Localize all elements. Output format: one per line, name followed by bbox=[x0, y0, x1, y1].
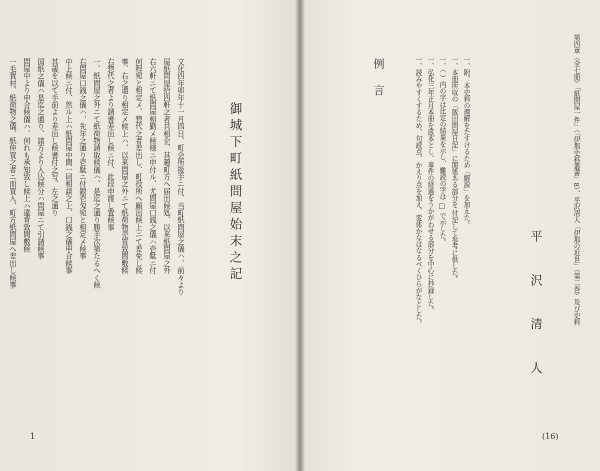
note-item-5: 一、附、本史料の理解をたすけるため「解説」を加えた。 bbox=[462, 56, 470, 228]
note-item-3: 一、（ ）内の字は比定の結果を示し、難読の字は □ で示した。 bbox=[438, 56, 446, 246]
source-note: 第四章〈全七冊〉「紙問屋一件」（「伊那史料叢書」8）、平沢清人「伊那の近世」（第二巻）及び史料 bbox=[572, 34, 580, 326]
note-item-1: 一、読みやすくするため、句読点、かえり点を加え、変体かなはなるべくひらがなとした。 bbox=[414, 56, 422, 327]
author-name: 平 沢 清 人 bbox=[529, 230, 543, 388]
body-column-3: 右六軒ニて紙問屋相勤メ候様ニ申付ル、尤問屋口銭之儀ハ壱駄ニ付 bbox=[149, 58, 158, 274]
body-column-10: 其歳を以て手前より差出し候書付之写、左之通り bbox=[51, 58, 60, 217]
body-column-6: 右惣代之者より請書差出し候ニ付、此段申渡し置候事 bbox=[107, 58, 116, 231]
section-heading: 例 言 bbox=[372, 58, 385, 102]
body-column-5: 事、右之通り相定メ候上ハ、以来問屋之外ニて紙荷物売買致間敷候 bbox=[121, 58, 130, 274]
body-column-1: 文化四年卯年十一月四日、町会所扱手ニ付、当町紙問屋之儀ハ、前々より bbox=[177, 58, 186, 296]
body-column-11: 国紙之儀ハ是迄之通り、諸方より入込候分ハ問屋ニて引請候事 bbox=[37, 58, 46, 260]
body-column-7: 一、紙問屋之外ニて紙荷物請取候儀ハ、是迄之通り勝手次第たるへく候 bbox=[93, 58, 102, 289]
body-column-12: 問屋中より申合候儀ハ、何れも承知致し候上ハ違背致間敷候 bbox=[23, 58, 32, 253]
left-page bbox=[0, 0, 298, 471]
note-item-2: 一、弘化三年正月本冊を底本とし、事件の経過をうかがわせる部分を中心に抄録した。 bbox=[426, 56, 434, 314]
right-page bbox=[302, 0, 600, 471]
document-title: 御城下町紙問屋始末之記 bbox=[228, 102, 243, 284]
body-column-2: 屋紙問屋拾四軒之者共相企、其趣町方へ届出候処、以来紙問屋之外 bbox=[163, 58, 172, 274]
body-column-9: 中上候ニ付、然ル上ハ紙問屋中間一同相談之上、口銭之儀申合候事 bbox=[65, 58, 74, 274]
body-column-13: 一毛賀村、紙荷物之儀、紙仲買之者ニ而買入、町方紙問屋へ差出し候事 bbox=[9, 58, 18, 289]
body-column-4: 何程宛と相定メ、惣代之者差出し、町役所へ願出候上ニて差免し候 bbox=[135, 58, 144, 274]
right-page-number: (16) bbox=[542, 432, 559, 441]
left-page-number: 1 bbox=[30, 432, 36, 441]
note-item-4: 一、本冊所収の「飯田問屋日記」に関係ある部分を 付記して参考に供した。 bbox=[450, 56, 458, 283]
body-column-8: 右問屋口銭之儀ハ、先年之通り壱駄ニ付銀壱匁宛と相定メ候事 bbox=[79, 58, 88, 260]
